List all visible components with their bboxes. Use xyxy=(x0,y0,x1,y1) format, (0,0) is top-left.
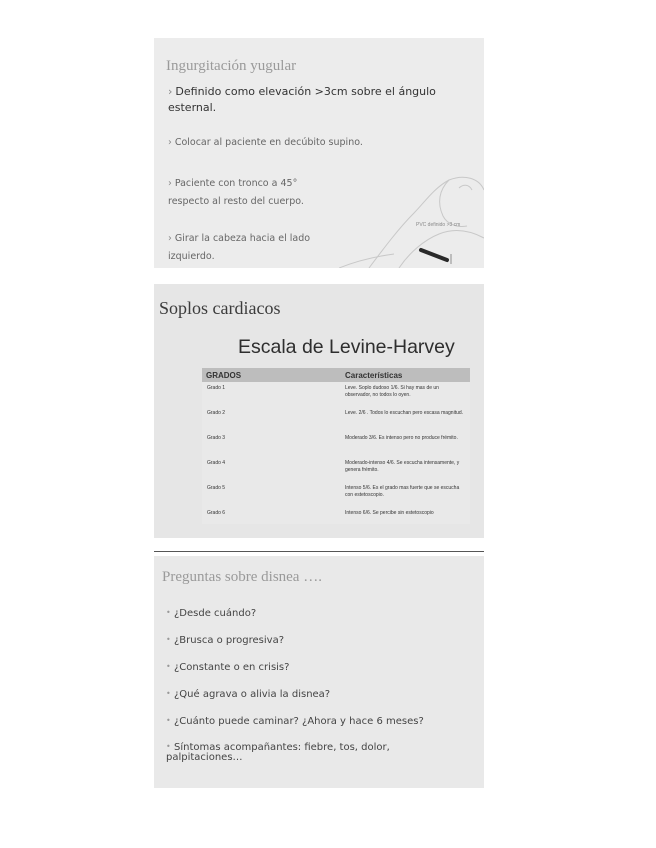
slide-title: Ingurgitación yugular xyxy=(166,58,297,74)
table-row xyxy=(202,507,470,524)
bullet-marker: • xyxy=(166,608,171,617)
description-cell: Leve. 2/6 . Todos lo escuchan pero escasa magnitud. xyxy=(341,407,470,432)
table-header-row xyxy=(202,368,470,382)
bullet-marker: › xyxy=(168,178,172,189)
patient-neck-illustration xyxy=(339,168,484,268)
bullet-position-supine: › Colocar al paciente en decúbito supino. xyxy=(168,137,363,148)
question-item: • ¿Cuánto puede caminar? ¿Ahora y hace 6 meses? xyxy=(166,716,424,727)
slide-dyspnea-questions xyxy=(154,556,484,788)
grade-cell: Grado 6 xyxy=(202,507,341,524)
table-row xyxy=(202,482,470,507)
description-cell: Intenso 5/6. Es el grado mas fuerte que se escucha con estetoscopio. xyxy=(341,482,470,507)
bullet-marker: › xyxy=(168,233,172,244)
bullet-marker: • xyxy=(166,716,171,725)
question-item: • Síntomas acompañantes: fiebre, tos, dolor, palpitaciones… xyxy=(166,742,390,763)
jugular-vein-marker xyxy=(421,250,447,260)
grade-cell: Grado 5 xyxy=(202,482,341,507)
table-row xyxy=(202,432,470,457)
grade-cell: Grado 2 xyxy=(202,407,341,432)
table-row xyxy=(202,457,470,482)
levine-harvey-table xyxy=(202,368,470,524)
table-row xyxy=(202,382,470,407)
scale-title: Escala de Levine-Harvey xyxy=(238,336,455,358)
grade-cell: Grado 4 xyxy=(202,457,341,482)
bullet-definition: › Definido como elevación >3cm sobre el ángulo esternal. xyxy=(168,85,436,114)
grade-cell: Grado 3 xyxy=(202,432,341,457)
bullet-marker: • xyxy=(166,689,171,698)
bullet-turn-head: › Girar la cabeza hacia el lado izquierdo. xyxy=(168,233,311,262)
divider-line xyxy=(154,551,484,552)
question-item: • ¿Brusca o progresiva? xyxy=(166,635,285,646)
bullet-marker: › xyxy=(168,137,172,148)
header-grados: GRADOS xyxy=(202,368,341,382)
bullet-marker: • xyxy=(166,635,171,644)
table-row xyxy=(202,407,470,432)
description-cell: Intenso 6/6. Se percibe sin estetoscopio xyxy=(341,507,470,524)
question-item: • ¿Desde cuándo? xyxy=(166,608,257,619)
bullet-marker: • xyxy=(166,662,171,671)
bullet-trunk-angle: › Paciente con tronco a 45° respecto al resto del cuerpo. xyxy=(168,178,304,207)
slide-heart-murmurs xyxy=(154,284,484,538)
slide-title: Preguntas sobre disnea …. xyxy=(162,569,322,585)
question-item: • ¿Qué agrava o alivia la disnea? xyxy=(166,689,331,700)
bullet-marker: • xyxy=(166,742,171,751)
figure-label: PVC definido >3 cm xyxy=(416,222,461,228)
description-cell: Leve. Soplo dudoso 1/6. Si hay mas de un observador, no todos lo oyen. xyxy=(341,382,470,407)
description-cell: Moderado-intenso 4/6. Se escucha intensamente, y genera frémito. xyxy=(341,457,470,482)
slide-jugular-distension xyxy=(154,38,484,268)
bullet-marker: › xyxy=(168,85,173,98)
slide-title: Soplos cardiacos xyxy=(159,298,281,318)
header-caracteristicas: Características xyxy=(341,368,470,382)
description-cell: Moderado 3/6. Es intenso pero no produce frémito. xyxy=(341,432,470,457)
grade-cell: Grado 1 xyxy=(202,382,341,407)
question-item: • ¿Constante o en crisis? xyxy=(166,662,290,673)
